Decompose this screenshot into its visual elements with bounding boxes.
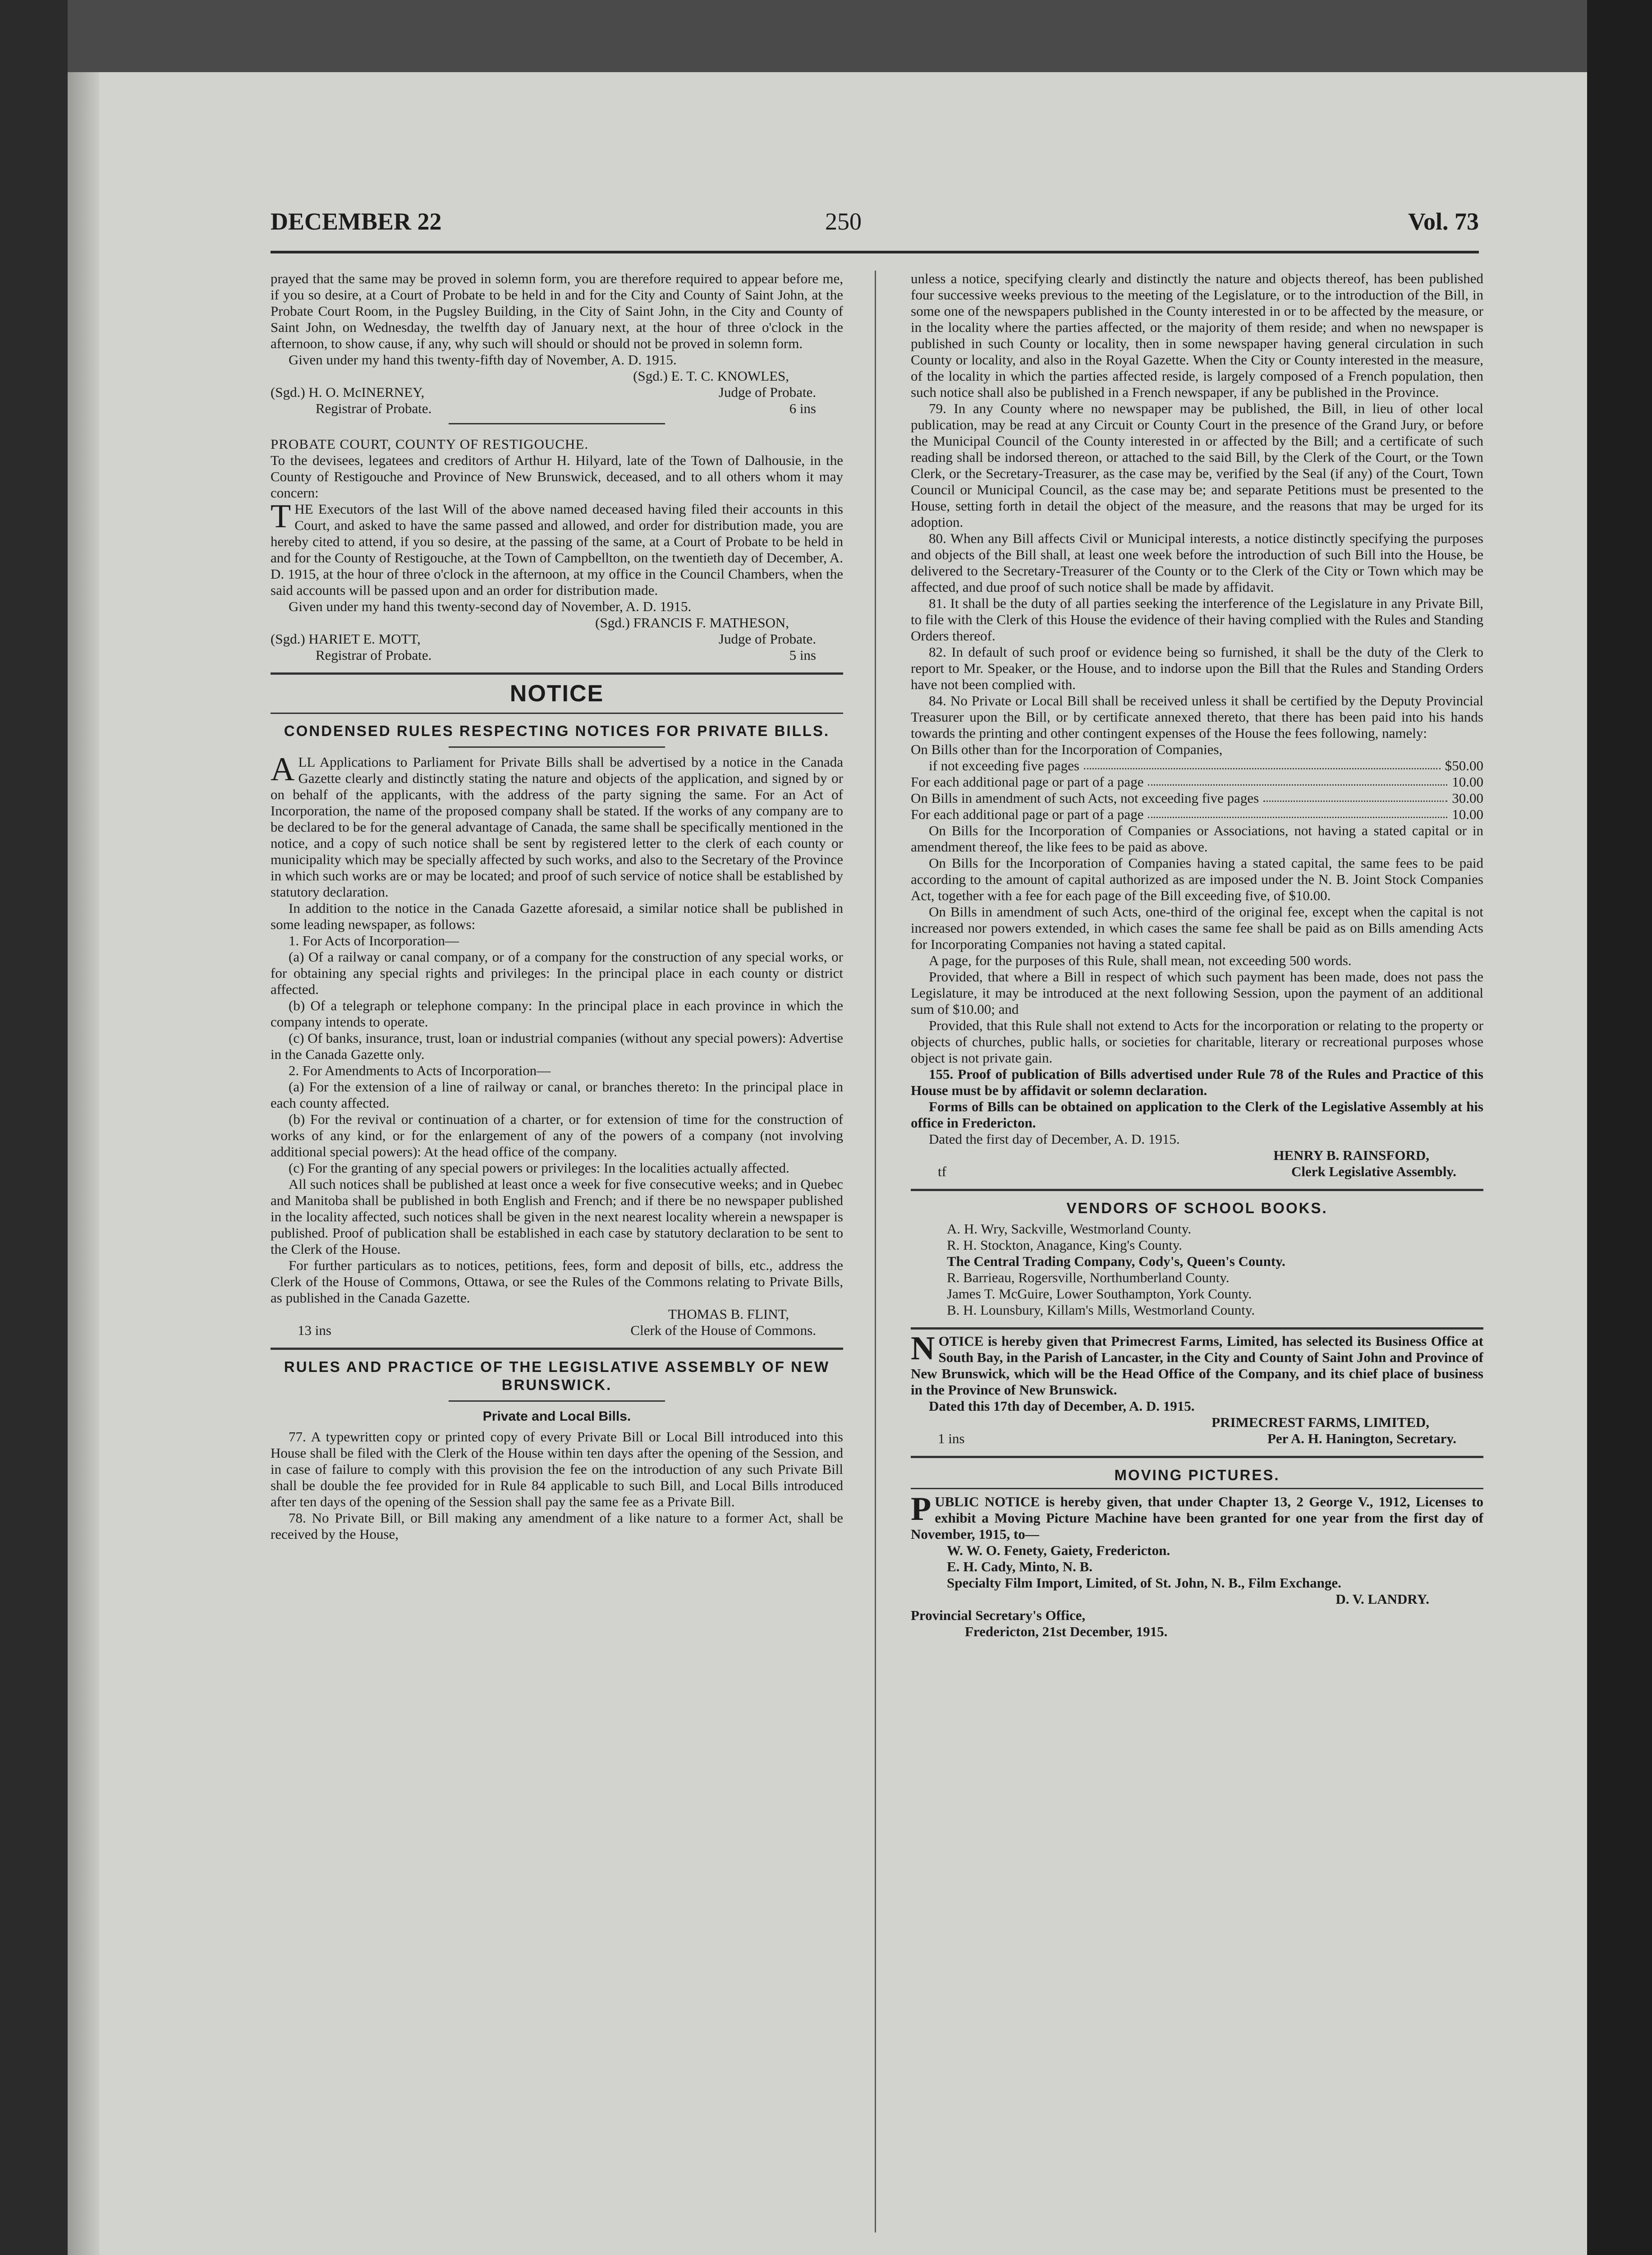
notice-paragraph: All such notices shall be published at least once a week for five consecutive weeks; and in Quebec and Manitoba shall be published in both English and French; and if there be no newspaper published in the locality affected, such notices shall be given in the next nearest locality wherein a newspaper is published. Proof of publication shall be established in each case by statutory declaration to be sent to the Clerk of the House. [271,1176,843,1257]
rule-82: 82. In default of such proof or evidence being so furnished, it shall be the duty of the Clerk to report to Mr. Speaker, or the House, and to indorse upon the Bill that the Rules and Standing Orders have not been complied with. [911,644,1483,692]
probate-stjohn-judge-title: Judge of Probate. [718,384,816,400]
notice-paragraph: (b) Of a telegraph or telephone company: In the principal place in each province in which the company intends to operate. [271,998,843,1030]
probate-restigouche-body-text: HE Executors of the last Will of the above named deceased having filed their accounts in this Court, and asked to have the same passed and allowed, and order for distribution made, you are hereby cited to attend, if you so desire, at the passing of the same, at a Court of Probate to be held in and for the County of Restigouche, at the Town of Campbellton, on the twentieth day of December, A. D. 1915, at the hour of three o'clock in the afternoon, at my office in the Council Chambers, when the said accounts will be passed upon and an order for distribution made. [271,501,843,598]
fee-leader [1148,806,1447,818]
probate-stjohn-registrar-title: Registrar of Probate. [316,400,432,416]
right-column [911,271,1483,1640]
fee-paragraph: On Bills for the Incorporation of Companies or Associations, not having a stated capital or in amendment thereof, the like fees to be paid as above. [911,823,1483,855]
section-rule [911,1189,1483,1191]
fee-paragraph: Provided, that this Rule shall not extend to Acts for the incorporation or relating to the property or objects of churches, public halls, or societies for charitable, literary or recreational purposes whose object is not private gain. [911,1017,1483,1066]
notice-signature-title: Clerk of the House of Commons. [630,1322,816,1338]
rule-79: 79. In any County where no newspaper may be published, the Bill, in lieu of other local publication, may be read at any Circuit or County Court in the presence of the Grand Jury, or before the Municipal Council of the County interested in or affected by the Bill; and a certificate of such reading shall be indorsed thereon, or attached to the said Bill, by the Clerk of the Court, or the Town Clerk, or the Secretary-Treasurer, as the case may be, verified by the Seal (if any) of the Court, Town Council or Municipal Council, as the case may be; and separate Petitions must be presented to the House, setting forth in detail the object of the measure, and the reasons that may be urged for its adoption. [911,400,1483,530]
probate-restigouche-registrar-title-line [271,647,843,663]
notice-intro [271,751,843,900]
notice-signoff-line [271,1322,843,1339]
probate-restigouche-judge-title: Judge of Probate. [718,631,816,647]
fee-row [911,790,1483,806]
notice-signature: THOMAS B. FLINT, [668,1306,789,1322]
probate-restigouche-ins: 5 ins [789,647,816,663]
vendor-item: James T. McGuire, Lower Southampton, York County. [947,1286,1252,1302]
fee-row [911,758,1483,774]
notice-ins: 13 ins [298,1322,331,1338]
fee-paragraph: On Bills in amendment of such Acts, one-third of the original fee, except when the capital is not increased nor powers extended, in which cases the same fee shall be paid as on Bills amending Acts for Incorporating Companies not having a stated capital. [911,904,1483,952]
section-rule [271,672,843,675]
rules-subheading: Private and Local Bills. [482,1409,631,1424]
licensees-list [911,1542,1483,1591]
header-date: DECEMBER 22 [271,208,442,235]
fee-paragraph: A page, for the purposes of this Rule, shall mean, not exceeding 500 words. [929,953,1352,968]
fees-intro: On Bills other than for the Incorporation of Companies, [911,741,1223,757]
vendor-item: R. Barrieau, Rogersville, Northumberland County. [947,1270,1230,1285]
probate-stjohn-ins: 6 ins [789,400,816,416]
licensee-item: Specialty Film Import, Limited, of St. John, N. B., Film Exchange. [947,1575,1341,1591]
notice-paragraph: 1. For Acts of Incorporation— [289,933,459,948]
probate-stjohn-judge-sig: (Sgd.) E. T. C. KNOWLES, [633,368,789,384]
rules-tf: tf [938,1164,946,1179]
probate-stjohn-registrar-title-line [271,400,843,417]
primecrest-signoff-line [911,1431,1483,1447]
rule-84: 84. No Private or Local Bill shall be received unless it shall be certified by the Deputy Provincial Treasurer upon the Bill, or by certificate annexed thereto, that there has been paid into his hands towards the printing and other contingent expenses of the House the fees following, namely: [911,693,1483,741]
fee-leader [1148,774,1447,786]
header-rule [271,251,1479,253]
moving-rule [911,1488,1483,1489]
page-gutter [68,72,99,2255]
moving-place-date: Fredericton, 21st December, 1915. [965,1624,1168,1639]
fee-row [911,806,1483,823]
section-rule [911,1327,1483,1330]
probate-restigouche-registrar-line [271,631,843,647]
running-header [271,207,1479,244]
fee-leader [1263,790,1447,802]
divider [449,1400,665,1402]
notice-paragraph: (b) For the revival or continuation of a charter, or for extension of time for the construction of works of any kind, or for the enlargement of any of the powers of a company (not involving additional special powers): At the head office of the company. [271,1111,843,1160]
fee-label: On Bills in amendment of such Acts, not exceeding five pages [911,790,1259,806]
moving-signature: D. V. LANDRY. [1335,1591,1429,1607]
fee-amount: $50.00 [1445,758,1483,773]
primecrest-company: PRIMECREST FARMS, LIMITED, [1211,1414,1429,1430]
drop-cap: P [911,1491,932,1528]
notice-paragraph: (a) For the extension of a line of railway or canal, or branches thereto: In the principal place in each county affected. [271,1079,843,1111]
rules-dated: Dated the first day of December, A. D. 1915. [929,1131,1180,1147]
fee-label: if not exceeding five pages [929,758,1079,773]
page-number: 250 [825,208,862,235]
section-rule [271,1348,843,1350]
notice-paragraph: For further particulars as to notices, petitions, fees, form and deposit of bills, etc., address the Clerk of the House of Commons, Ottawa, or see the Rules of the Commons relating to Private Bills, as published in the Canada Gazette. [271,1257,843,1306]
probate-restigouche-address: To the devisees, legatees and creditors of Arthur H. Hilyard, late of the Town of Dalhousie, in the County of Restigouche and Province of New Brunswick, deceased, and to all others whom it may concern: [271,452,843,501]
primecrest-notice [911,1330,1483,1398]
primecrest-body: OTICE is hereby given that Primecrest Farms, Limited, has selected its Business Office at South Bay, in the Parish of Lancaster, in the City and County of Saint John and Province of New Brunswick, which will be the Head Office of the Company, and its chief place of business in the Province of New Brunswick. [911,1333,1483,1398]
probate-restigouche-heading: PROBATE COURT, COUNTY OF RESTIGOUCHE. [271,436,589,452]
vendor-item: A. H. Wry, Sackville, Westmorland County. [947,1221,1192,1237]
vendors-heading: VENDORS OF SCHOOL BOOKS. [1066,1200,1328,1216]
fee-label: For each additional page or part of a page [911,774,1144,790]
probate-stjohn-given: Given under my hand this twenty-fifth day of November, A. D. 1915. [289,352,677,368]
probate-stjohn-registrar-sig: (Sgd.) H. O. McINERNEY, [271,384,425,400]
moving-pictures-notice [911,1491,1483,1542]
fee-row [911,774,1483,790]
rule-80: 80. When any Bill affects Civil or Municipal interests, a notice distinctly specifying the purposes and objects of the Bill shall, at least one week before the introduction of such Bill into the House, be delivered to the Secretary-Treasurer of the County or to the Clerk of the City or Town which may be affected, and due proof of such notice shall be made by affidavit. [911,530,1483,595]
scan-margin-right [1587,0,1652,2255]
volume-label: Vol. 73 [1408,208,1479,235]
rules-signature: HENRY B. RAINSFORD, [1273,1147,1429,1163]
licensee-item: W. W. O. Fenety, Gaiety, Fredericton. [947,1542,1170,1558]
rule-155: 155. Proof of publication of Bills advertised under Rule 78 of the Rules and Practice of this House must be by affidavit or solemn declaration. [911,1066,1483,1098]
probate-restigouche-given: Given under my hand this twenty-second day of November, A. D. 1915. [289,598,692,614]
rules-signature-title: Clerk Legislative Assembly. [1291,1164,1456,1179]
probate-restigouche-registrar-title: Registrar of Probate. [316,647,432,663]
fee-amount: 10.00 [1452,774,1483,790]
primecrest-dated: Dated this 17th day of December, A. D. 1915. [929,1398,1195,1414]
forms-notice: Forms of Bills can be obtained on application to the Clerk of the Legislative Assembly at his office in Fredericton. [911,1099,1483,1131]
notice-intro-text: LL Applications to Parliament for Private Bills shall be advertised by a notice in the Canada Gazette clearly and distinctly stating the nature and objects of the application, and signed by or on behalf of the applicants, with the address of the party signing the same. For an Act of Incorporation, the name of the proposed company shall be stated. If the works of any company are to be declared to be for the general advantage of Canada, the same shall be specifically mentioned in the notice, and a copy of such notice shall be sent by registered letter to the clerk of each county or municipality which may be specially affected by such works, and also to the Secretary of the Province in which such works are or may be located; and proof of such service of notice shall be established by statutory declaration. [271,754,843,900]
fee-paragraph: Provided, that where a Bill in respect of which such payment has been made, does not pass the Legislature, it may be introduced at the next following Session, upon the payment of an additional sum of $10.00; and [911,969,1483,1017]
notice-paragraph: (c) For the granting of any special powers or privileges: In the localities actually affected. [289,1160,789,1176]
notice-paragraph: (a) Of a railway or canal company, or of a company for the construction of any special works, or for obtaining any special rights and privileges: In the principal place in each county or district affected. [271,949,843,997]
notice-subtitle: CONDENSED RULES RESPECTING NOTICES FOR PRIVATE BILLS. [284,723,830,739]
probate-restigouche-body [271,498,843,598]
fee-label: For each additional page or part of a page [911,806,1144,822]
notice-paragraph: 2. For Amendments to Acts of Incorporation— [289,1063,551,1078]
vendor-item: The Central Trading Company, Cody's, Queen's County. [947,1253,1285,1269]
moving-office: Provincial Secretary's Office, [911,1607,1086,1623]
drop-cap: T [271,498,291,535]
rule-78-continued: unless a notice, specifying clearly and distinctly the nature and objects thereof, has been published four successive weeks previous to the meeting of the Legislature, or to the introduction of the Bill, in some one of the newspapers published in the County interested in or to be affected by the measure, or in the locality where the parties affected, or the majority of them reside; and when no newspaper is published in such County or locality, then in some newspaper having general circulation in such County or locality, and also in the Royal Gazette. When the City or County interested in the measure, of the locality in which the parties affected reside, is largely composed of a French population, then such notice shall also be published in a French newspaper, if any be published in the Province. [911,271,1483,400]
rule-78: 78. No Private Bill, or Bill making any amendment of a like nature to a former Act, shall be received by the House, [271,1510,843,1542]
divider [449,423,665,424]
primecrest-per: Per A. H. Hanington, Secretary. [1267,1431,1456,1446]
drop-cap: N [911,1330,935,1367]
divider [449,746,665,748]
fee-amount: 30.00 [1452,790,1483,806]
fee-paragraph: On Bills for the Incorporation of Companies having a stated capital, the same fees to be paid according to the amount of capital authorized as are imposed under the N. B. Joint Stock Companies Act, together with a fee for each page of the Bill exceeding five, of $10.00. [911,855,1483,903]
rule-81: 81. It shall be the duty of all parties seeking the interference of the Legislature in any Private Bill, to file with the Clerk of this House the evidence of their having complied with the Rules and Standing Orders thereof. [911,595,1483,644]
drop-cap: A [271,751,295,788]
notice-paragraph: (c) Of banks, insurance, trust, loan or industrial companies (without any special powers): Advertise in the Canada Gazette only. [271,1030,843,1062]
moving-pictures-heading: MOVING PICTURES. [1114,1467,1280,1483]
moving-pictures-body: UBLIC NOTICE is hereby given, that under Chapter 13, 2 George V., 1912, Licenses to exhibit a Moving Picture Machine have been granted for one year from the first day of November, 1915, to— [911,1494,1483,1542]
probate-stjohn-registrar-line [271,384,843,400]
notice-title: NOTICE [509,681,604,707]
fee-leader [1084,758,1441,769]
left-column [271,271,843,1542]
probate-restigouche-judge-sig: (Sgd.) FRANCIS F. MATHESON, [595,615,789,630]
vendors-list [911,1221,1483,1318]
probate-stjohn-text: prayed that the same may be proved in solemn form, you are therefore required to appear before me, if you so desire, at a Court of Probate to be held in and for the City and County of Saint John, at the Probate Court Room, in the Pugsley Building, in the City of Saint John, in the City and County of Saint John, on Wednesday, the twelfth day of January next, at the hour of three o'clock in the afternoon, to show cause, if any, why such will should or should not be proved in solemn form. [271,271,843,351]
probate-restigouche-registrar-sig: (Sgd.) HARIET E. MOTT, [271,631,421,647]
vendor-item: R. H. Stockton, Anagance, King's County. [947,1237,1182,1253]
rules-heading: RULES AND PRACTICE OF THE LEGISLATIVE ASSEMBLY OF NEW BRUNSWICK. [284,1358,830,1393]
rules-signoff-line [911,1164,1483,1180]
fee-amount: 10.00 [1452,806,1483,822]
licensee-item: E. H. Cady, Minto, N. B. [947,1559,1092,1574]
rule-77: 77. A typewritten copy or printed copy of every Private Bill or Local Bill introduced into this House shall be filed with the Clerk of the House within ten days after the opening of the Session, and in case of failure to comply with this provision the fee on the introduction of any such Private Bill shall be double the fee provided for in Rule 84 applicable to such Bill, and Local Bills introduced after ten days of the opening of the Session shall pay the same fee as a Private Bill. [271,1429,843,1509]
section-rule [911,1456,1483,1458]
notice-paragraph: In addition to the notice in the Canada Gazette aforesaid, a similar notice shall be published in some leading newspaper, as follows: [271,900,843,932]
notice-rule [271,713,843,714]
scan-margin-left [0,0,68,2255]
vendor-item: B. H. Lounsbury, Killam's Mills, Westmorland County. [947,1302,1255,1318]
column-divider [875,271,876,2232]
primecrest-ins: 1 ins [938,1431,965,1446]
